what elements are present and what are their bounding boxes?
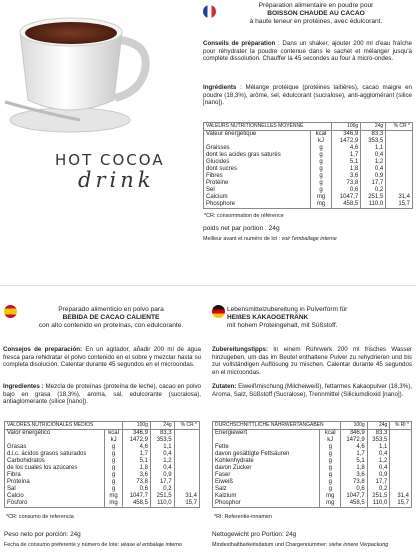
unit: kcal [104, 430, 123, 438]
nutrient-name: Phosphor [213, 500, 320, 508]
value-100g: 346,9 [332, 131, 361, 139]
fr-best-before-label: Meilleur avant et numéro de lot : [203, 236, 282, 242]
table-row [213, 493, 412, 500]
nutrient-name: dont les acides gras saturés [204, 152, 311, 159]
table-row [5, 493, 200, 500]
table-row [204, 159, 413, 166]
fr-ingredients [203, 84, 412, 107]
fr-ingr-text: : Mélange protéique (protéines laitières), cacao maigre en poudre (18,3%), arôme, sel, édulcorant (sucralose), anti-agglomérant (silice [nano]). [203, 84, 412, 106]
table-row [204, 152, 413, 159]
value-portion: 0,2 [361, 187, 386, 194]
unit: g [320, 444, 341, 451]
fr-ingr-label: Ingrédients [203, 84, 237, 91]
table-header-cell: 100g [341, 422, 367, 430]
nutrient-name: Phosphore [204, 201, 311, 209]
table-header-cell: 100g [332, 123, 361, 131]
value-100g: 346,9 [123, 430, 151, 438]
value-100g: 1472,9 [123, 437, 151, 444]
table-header-cell: 24g [367, 422, 390, 430]
value-portion: 83,3 [150, 430, 174, 438]
value-100g: 73,8 [332, 180, 361, 187]
fr-prep-label: Conseils de préparation [203, 40, 276, 47]
de-ingr-label: Zutaten: [212, 383, 237, 390]
de-preparation [212, 346, 412, 376]
unit: g [310, 180, 331, 187]
value-portion: 1,1 [150, 444, 174, 451]
value-portion: 110,0 [361, 201, 386, 209]
value-reference [386, 173, 413, 180]
table-header-row [213, 422, 412, 430]
es-ingr-label: Ingredientes : [3, 383, 44, 390]
nutrient-name: de los cuales los azúcares [5, 465, 105, 472]
value-100g: 1,8 [341, 465, 367, 472]
value-reference [386, 159, 413, 166]
value-portion: 1,1 [361, 145, 386, 152]
value-reference: 15,7 [390, 500, 412, 508]
value-100g: 73,8 [123, 479, 151, 486]
fr-title-bold: BOISSON CHAUDE AU CACAO [267, 10, 365, 17]
nutrient-name: d.l.c. ácidos grasos saturados [5, 451, 105, 458]
table-row [5, 458, 200, 465]
table-header-cell: % RI * [390, 422, 412, 430]
value-portion: 0,4 [150, 451, 174, 458]
table-row [204, 201, 413, 209]
table-row [213, 465, 412, 472]
value-100g: 3,6 [332, 173, 361, 180]
unit: g [104, 465, 123, 472]
table-row [5, 451, 200, 458]
value-portion: 353,5 [150, 437, 174, 444]
de-title [227, 306, 415, 330]
unit: g [104, 486, 123, 493]
germany-flag-icon [212, 305, 225, 318]
value-reference [174, 479, 199, 486]
table-header-cell: % CR * [386, 123, 413, 131]
es-best-before-label: Fecha de consumo preferente y número de lote: [4, 542, 121, 548]
de-prep-text: In einem Rührwerk 200 ml frisches Wasser hinzugeben, um das im Beutel enthaltene Pulver zu rehydrieren und bis zur vollständigen Auflösung zu mischen. Calentar durante 45 segundos en el microondas. [212, 346, 412, 376]
table-row [204, 138, 413, 145]
unit: kJ [310, 138, 331, 145]
value-100g: 1,8 [332, 166, 361, 173]
nutrient-name: Kalzium [213, 493, 320, 500]
nutrient-name: Fette [213, 444, 320, 451]
fr-title [218, 2, 414, 26]
value-100g: 0,6 [341, 486, 367, 493]
unit: mg [310, 194, 331, 201]
unit: g [320, 486, 341, 493]
value-portion: 1,2 [361, 159, 386, 166]
value-100g: 1,8 [123, 465, 151, 472]
de-net-weight: Nettogewicht pro Portion: 24g [212, 531, 297, 538]
nutrient-name: Glucides [204, 159, 311, 166]
unit: kJ [104, 437, 123, 444]
unit: g [104, 458, 123, 465]
unit: g [104, 479, 123, 486]
unit: g [320, 465, 341, 472]
unit: g [320, 479, 341, 486]
de-title-line3: mit hohem Proteingehalt, mit Süßstoff. [227, 322, 338, 329]
table-row [204, 187, 413, 194]
nutrient-name: Faser [213, 472, 320, 479]
es-title [16, 306, 206, 330]
es-nutrition-table [4, 421, 200, 508]
value-100g: 4,6 [341, 444, 367, 451]
value-reference [386, 180, 413, 187]
value-100g: 1472,9 [341, 437, 367, 444]
table-row [5, 444, 200, 451]
nutrient-name: dont sucres [204, 166, 311, 173]
es-best-before [4, 542, 202, 548]
value-portion: 17,7 [150, 479, 174, 486]
unit: g [310, 159, 331, 166]
fr-prep-text: : Dans un shaker, ajouter 200 ml d'eau fraîche pour réhydrater la poudre contenue dans le sachet et mélanger jusqu'à complète dissolution. Chauffer la 45 secondes au four à micro-ondes. [203, 40, 412, 62]
value-portion: 1,2 [150, 458, 174, 465]
unit: g [310, 166, 331, 173]
value-100g: 0,6 [332, 187, 361, 194]
value-portion: 0,4 [150, 465, 174, 472]
value-reference [174, 458, 199, 465]
table-row [5, 437, 200, 444]
unit: g [320, 458, 341, 465]
es-title-bold: BEBIDA DE CACAO CALIENTE [62, 314, 160, 321]
nutrient-name: Energiewert [213, 430, 320, 438]
unit: g [310, 187, 331, 194]
value-reference [386, 138, 413, 145]
fr-net-weight: poids net par portion : 24g [203, 225, 280, 232]
table-row [213, 451, 412, 458]
unit: g [104, 451, 123, 458]
unit: g [310, 152, 331, 159]
es-preparation [3, 346, 201, 369]
value-portion: 353,5 [367, 437, 390, 444]
table-header-cell: % CR * [174, 422, 199, 430]
saucer [10, 108, 130, 132]
unit: g [104, 444, 123, 451]
nutrient-name: Fibra [5, 472, 105, 479]
value-portion: 110,0 [367, 500, 390, 508]
value-portion: 0,9 [150, 472, 174, 479]
de-footnote: *RI: Referentie-innamen [214, 514, 272, 520]
value-reference [174, 486, 199, 493]
unit: g [104, 472, 123, 479]
value-100g: 3,6 [341, 472, 367, 479]
nutrient-name: Fibres [204, 173, 311, 180]
cocoa-cup-illustration [0, 0, 200, 140]
value-reference [390, 437, 412, 444]
value-reference [174, 472, 199, 479]
nutrient-name: Carbohidratos [5, 458, 105, 465]
table-row [204, 173, 413, 180]
es-best-before-value: véase el embalaje interno [120, 542, 183, 548]
value-100g: 1,7 [341, 451, 367, 458]
es-footnote: *CR: consumo de referencia [6, 514, 74, 520]
value-100g: 4,6 [123, 444, 151, 451]
es-prep-label: Consejos de preparación: [3, 346, 83, 353]
value-portion: 17,7 [361, 180, 386, 187]
nutrient-name: Salz [213, 486, 320, 493]
nutrient-name: Protéine [204, 180, 311, 187]
value-100g: 5,1 [341, 458, 367, 465]
table-row [213, 500, 412, 508]
nutrient-name: Calcium [204, 194, 311, 201]
table-row [204, 166, 413, 173]
table-header-cell: DURCHSCHNITTLICHE NÄHRWERTANGABEN [213, 422, 341, 430]
value-portion: 17,7 [367, 479, 390, 486]
table-row [5, 430, 200, 438]
nutrient-name: Graisses [204, 145, 311, 152]
de-best-before-label: Mindesthaltbarkeitsdatum und Chargennummer: [212, 542, 329, 548]
value-reference [386, 145, 413, 152]
value-portion: 0,2 [367, 486, 390, 493]
table-row [204, 131, 413, 139]
value-reference [390, 458, 412, 465]
value-reference: 31,4 [386, 194, 413, 201]
value-portion: 0,2 [150, 486, 174, 493]
fr-footnote: *CR: consommation de référence [204, 213, 284, 219]
unit: g [310, 145, 331, 152]
unit: g [310, 173, 331, 180]
value-portion: 251,5 [361, 194, 386, 201]
value-portion: 1,2 [367, 458, 390, 465]
nutrient-name: Sal [5, 486, 105, 493]
table-header-cell: VALEURS NUTRITIONNELLES MOYENNE [204, 123, 332, 131]
value-reference [174, 451, 199, 458]
es-prep-text: En un agitador, añadir 200 ml de agua fresca para rehidratar el polvo contenido en el sobre y mezclar hasta su completa disolución. Calentar durante 45 segundos en el microondas. [3, 346, 201, 368]
nutrient-name: davon gesättigte Fettsäuren [213, 451, 320, 458]
value-100g: 1047,7 [341, 493, 367, 500]
value-100g: 1,7 [123, 451, 151, 458]
nutrient-name: Proteína [5, 479, 105, 486]
value-reference: 31,4 [174, 493, 199, 500]
value-portion: 251,5 [150, 493, 174, 500]
nutrient-name: Fósforo [5, 500, 105, 508]
unit: mg [320, 493, 341, 500]
nutrient-name [204, 138, 311, 145]
value-reference [390, 465, 412, 472]
unit: mg [310, 201, 331, 209]
table-row [204, 194, 413, 201]
table-header-row [204, 123, 413, 131]
value-portion: 110,0 [150, 500, 174, 508]
table-row [204, 145, 413, 152]
fr-best-before-value: voir l'emballage interne [281, 236, 337, 242]
de-prep-label: Zubereitungstipps: [212, 346, 269, 353]
value-portion: 83,3 [361, 131, 386, 139]
value-100g: 5,1 [123, 458, 151, 465]
value-100g: 1047,7 [123, 493, 151, 500]
fr-title-line3: à haute teneur en protéines, avec édulcorant. [249, 18, 383, 25]
value-portion: 0,9 [367, 472, 390, 479]
table-row [5, 486, 200, 493]
nutrient-name [5, 437, 105, 444]
table-header-cell: 24g [150, 422, 174, 430]
table-row [213, 430, 412, 438]
value-100g: 1,7 [332, 152, 361, 159]
value-portion: 0,4 [367, 465, 390, 472]
de-title-line1: Lebensmittelzubereitung in Pulverform für [227, 306, 348, 313]
fr-nutrition-table [203, 122, 413, 209]
unit: mg [104, 493, 123, 500]
table-row [213, 444, 412, 451]
section-divider [0, 285, 416, 286]
value-100g: 346,9 [341, 430, 367, 438]
de-best-before [212, 542, 414, 548]
de-title-bold: HEIßES KAKAOGETRÄNK [227, 314, 309, 321]
drink-script: drink [78, 168, 155, 192]
fr-best-before [203, 236, 337, 242]
value-reference [174, 444, 199, 451]
hot-cocoa-title: HOT COCOA [55, 151, 165, 169]
value-reference: 15,7 [386, 201, 413, 209]
es-title-line1: Preparado alimenticio en polvo para [58, 306, 164, 313]
value-100g: 3,6 [123, 472, 151, 479]
unit: mg [320, 500, 341, 508]
value-reference [390, 486, 412, 493]
value-100g: 5,1 [332, 159, 361, 166]
value-reference [174, 437, 199, 444]
france-flag-icon [203, 5, 216, 18]
value-100g: 1047,7 [332, 194, 361, 201]
value-reference [390, 479, 412, 486]
nutrient-name: Sel [204, 187, 311, 194]
nutrient-name: davon Zucker [213, 465, 320, 472]
es-ingr-text: Mezcla de proteínas (proteína de leche), cacao en polvo bajo en grasa (18,3%), aroma, sal, edulcorante (sucralosa), antiaglomerante (sílice [nano]). [3, 383, 201, 405]
value-reference [386, 187, 413, 194]
value-100g: 458,5 [123, 500, 151, 508]
table-row [5, 500, 200, 508]
value-reference [386, 166, 413, 173]
value-portion: 251,5 [367, 493, 390, 500]
value-100g: 1472,9 [332, 138, 361, 145]
value-100g: 0,6 [123, 486, 151, 493]
unit: g [320, 451, 341, 458]
value-portion: 0,4 [361, 152, 386, 159]
nutrient-name: Calcio [5, 493, 105, 500]
table-row [5, 479, 200, 486]
value-reference [174, 465, 199, 472]
table-header-cell: VALORES NUTRICIONALES MEDIOS [5, 422, 123, 430]
value-portion: 1,1 [367, 444, 390, 451]
table-row [213, 486, 412, 493]
value-portion: 0,4 [361, 166, 386, 173]
unit: kcal [320, 430, 341, 438]
table-header-cell: 24g [361, 123, 386, 131]
value-100g: 458,5 [332, 201, 361, 209]
value-reference [386, 152, 413, 159]
de-best-before-value: siehe innere Verpackung [328, 542, 389, 548]
value-portion: 0,4 [367, 451, 390, 458]
value-reference [390, 444, 412, 451]
value-reference [390, 451, 412, 458]
value-100g: 458,5 [341, 500, 367, 508]
value-portion: 353,5 [361, 138, 386, 145]
value-reference: 15,7 [174, 500, 199, 508]
table-header-cell: 100g [123, 422, 151, 430]
nutrient-name: Valeur énergétique [204, 131, 311, 139]
value-portion: 83,3 [367, 430, 390, 438]
table-row [213, 472, 412, 479]
nutrient-name: Grasas [5, 444, 105, 451]
unit: g [320, 472, 341, 479]
table-row [204, 180, 413, 187]
cocoa-surface [25, 22, 117, 44]
table-header-row [5, 422, 200, 430]
nutrient-name: Valor energético [5, 430, 105, 438]
value-reference [390, 472, 412, 479]
unit: mg [104, 500, 123, 508]
value-100g: 73,8 [341, 479, 367, 486]
table-row [213, 458, 412, 465]
table-row [5, 472, 200, 479]
fr-preparation [203, 40, 412, 63]
value-reference [386, 131, 413, 139]
nutrient-name: Eiweiß [213, 479, 320, 486]
unit: kcal [310, 131, 331, 139]
nutrient-name [213, 437, 320, 444]
fr-title-line1: Préparation alimentaire en poudre pour [258, 2, 374, 9]
es-ingredients [3, 383, 201, 406]
value-100g: 4,6 [332, 145, 361, 152]
nutrient-name: Kohlenhydrate [213, 458, 320, 465]
table-row [5, 465, 200, 472]
value-reference: 31,4 [390, 493, 412, 500]
de-ingr-text: Eiweißmischung (Milcheiweiß), fettarmes Kakaopulver (18,3%), Aroma, Salz, Süßstoff (Sucralose), Trennmittel (Siliciumdioxid [nano]). [212, 383, 412, 398]
de-ingredients [212, 383, 412, 398]
table-row [213, 479, 412, 486]
value-reference [390, 430, 412, 438]
unit: kJ [320, 437, 341, 444]
de-nutrition-table [212, 421, 412, 508]
es-title-line3: con alto contenido en proteínas, con edulcorante. [38, 322, 184, 329]
table-row [213, 437, 412, 444]
es-net-weight: Peso neto por porción: 24g [4, 531, 81, 538]
value-reference [174, 430, 199, 438]
value-portion: 0,9 [361, 173, 386, 180]
